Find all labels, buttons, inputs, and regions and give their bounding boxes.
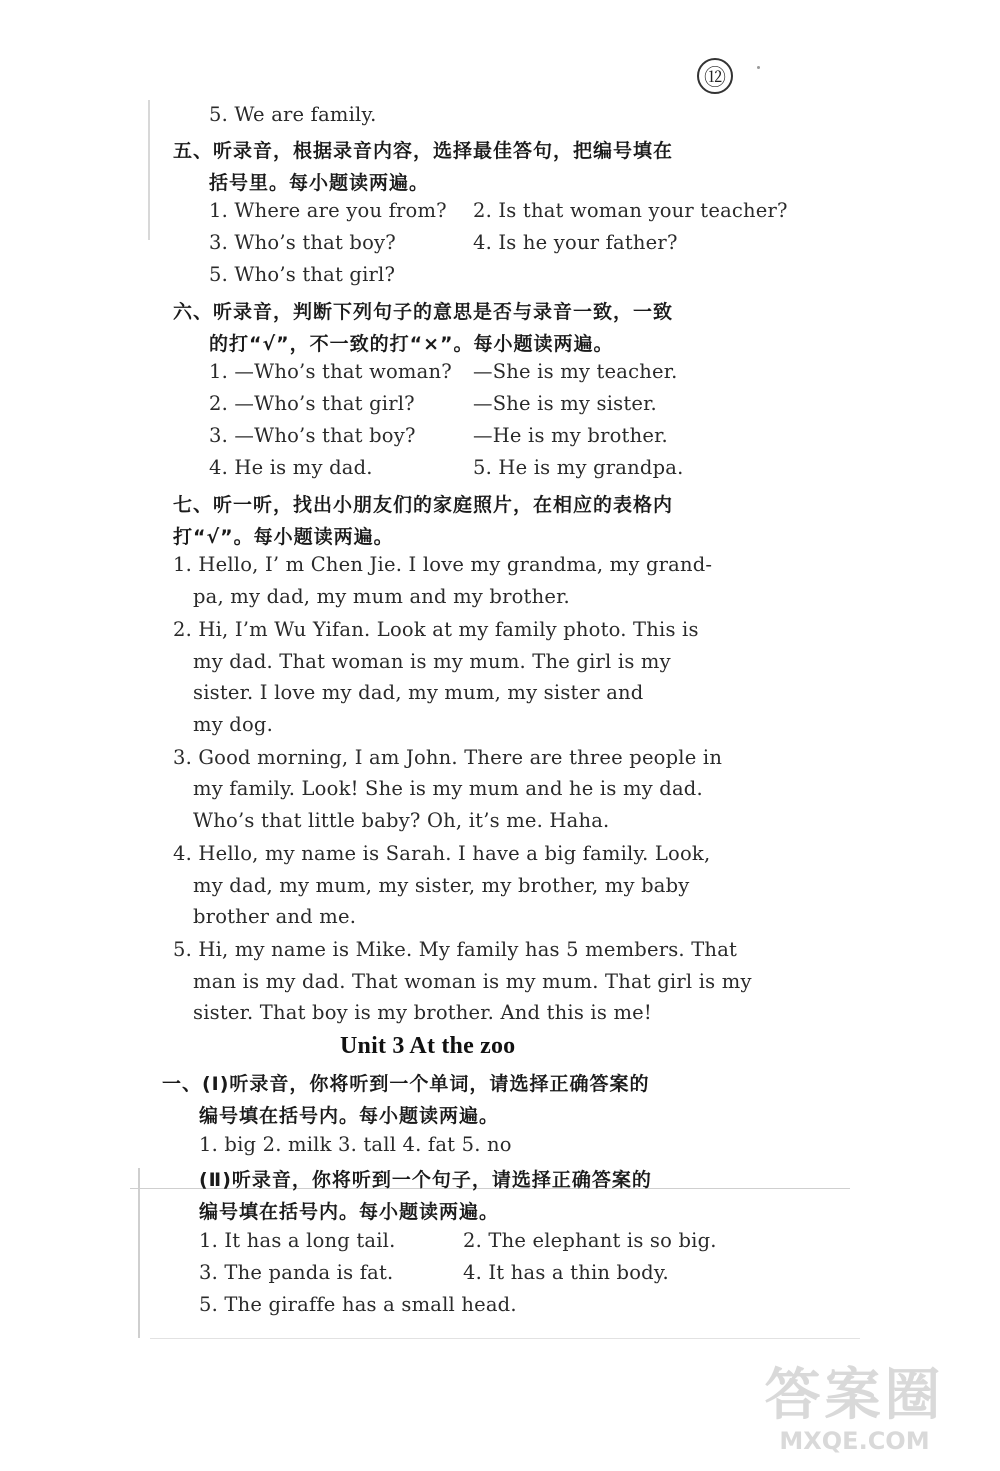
text-line: —She is my sister. bbox=[473, 392, 657, 415]
section-heading: (Ⅱ)听录音，你将听到一个句子，请选择正确答案的 bbox=[199, 1169, 652, 1191]
text-line: 2. The elephant is so big. bbox=[463, 1229, 717, 1252]
text-line: 5. The giraffe has a small head. bbox=[199, 1293, 517, 1316]
speck bbox=[757, 66, 760, 69]
text-line: 2. Is that woman your teacher? bbox=[473, 199, 788, 222]
text-line: 4. It has a thin body. bbox=[463, 1261, 669, 1284]
section-heading: 编号填在括号内。每小题读两遍。 bbox=[199, 1105, 500, 1127]
text-line: 3. The panda is fat. bbox=[199, 1261, 394, 1284]
text-line: sister. That boy is my brother. And this is me! bbox=[193, 1001, 652, 1024]
section-heading: 一、(Ⅰ)听录音，你将听到一个单词，请选择正确答案的 bbox=[162, 1073, 650, 1095]
left-margin-rule-top bbox=[148, 100, 150, 240]
section-heading: 七、听一听，找出小朋友们的家庭照片，在相应的表格内 bbox=[173, 494, 674, 516]
text-line: 1. Hello, I’ m Chen Jie. I love my grandma, my grand- bbox=[173, 553, 713, 576]
text-line: —She is my teacher. bbox=[473, 360, 678, 383]
text-line: 4. Is he your father? bbox=[473, 231, 678, 254]
text-line: 1. It has a long tail. bbox=[199, 1229, 396, 1252]
section-heading: 打“√”。每小题读两遍。 bbox=[173, 526, 394, 548]
text-line: pa, my dad, my mum and my brother. bbox=[193, 585, 570, 608]
watermark-url: MXQE.COM bbox=[779, 1427, 930, 1455]
watermark bbox=[747, 1365, 962, 1461]
text-line: 5. Hi, my name is Mike. My family has 5 members. That bbox=[173, 938, 738, 961]
text-line: my family. Look! She is my mum and he is my dad. bbox=[193, 777, 703, 800]
text-line: my dad. That woman is my mum. The girl is my bbox=[193, 650, 671, 673]
text-line: 2. Hi, I’m Wu Yifan. Look at my family photo. This is bbox=[173, 618, 699, 641]
text-line: Who’s that little baby? Oh, it’s me. Haha. bbox=[193, 809, 610, 832]
horizontal-rule-lower bbox=[150, 1338, 860, 1339]
page-number-badge: ⑫ bbox=[697, 58, 733, 94]
text-line: 5. We are family. bbox=[209, 103, 377, 126]
left-margin-rule-bottom bbox=[138, 1168, 140, 1338]
text-line: man is my dad. That woman is my mum. That girl is my bbox=[193, 970, 752, 993]
section-heading: 五、听录音，根据录音内容，选择最佳答句，把编号填在 bbox=[173, 140, 674, 162]
text-line: sister. I love my dad, my mum, my sister and bbox=[193, 681, 644, 704]
text-line: 4. He is my dad. bbox=[209, 456, 373, 479]
text-line: 3. Good morning, I am John. There are three people in bbox=[173, 746, 723, 769]
text-line: brother and me. bbox=[193, 905, 357, 928]
text-line: 1. —Who’s that woman? bbox=[209, 360, 452, 383]
text-line: 1. Where are you from? bbox=[209, 199, 447, 222]
text-line: 3. —Who’s that boy? bbox=[209, 424, 416, 447]
text-line: 3. Who’s that boy? bbox=[209, 231, 396, 254]
section-heading: 编号填在括号内。每小题读两遍。 bbox=[199, 1201, 500, 1223]
watermark-logo-text: 答案圈 bbox=[764, 1363, 945, 1428]
text-line: 5. He is my grandpa. bbox=[473, 456, 684, 479]
unit-title: Unit 3 At the zoo bbox=[340, 1033, 516, 1059]
text-line: 2. —Who’s that girl? bbox=[209, 392, 415, 415]
text-line: my dog. bbox=[193, 713, 274, 736]
text-line: my dad, my mum, my sister, my brother, my baby bbox=[193, 874, 690, 897]
text-line: 5. Who’s that girl? bbox=[209, 263, 396, 286]
text-line: —He is my brother. bbox=[473, 424, 668, 447]
section-heading: 括号里。每小题读两遍。 bbox=[209, 172, 430, 194]
section-heading: 六、听录音，判断下列句子的意思是否与录音一致，一致 bbox=[173, 301, 674, 323]
text-line: 1. big 2. milk 3. tall 4. fat 5. no bbox=[199, 1133, 512, 1156]
section-heading: 的打“√”，不一致的打“×”。每小题读两遍。 bbox=[209, 333, 614, 355]
text-line: 4. Hello, my name is Sarah. I have a big family. Look, bbox=[173, 842, 711, 865]
